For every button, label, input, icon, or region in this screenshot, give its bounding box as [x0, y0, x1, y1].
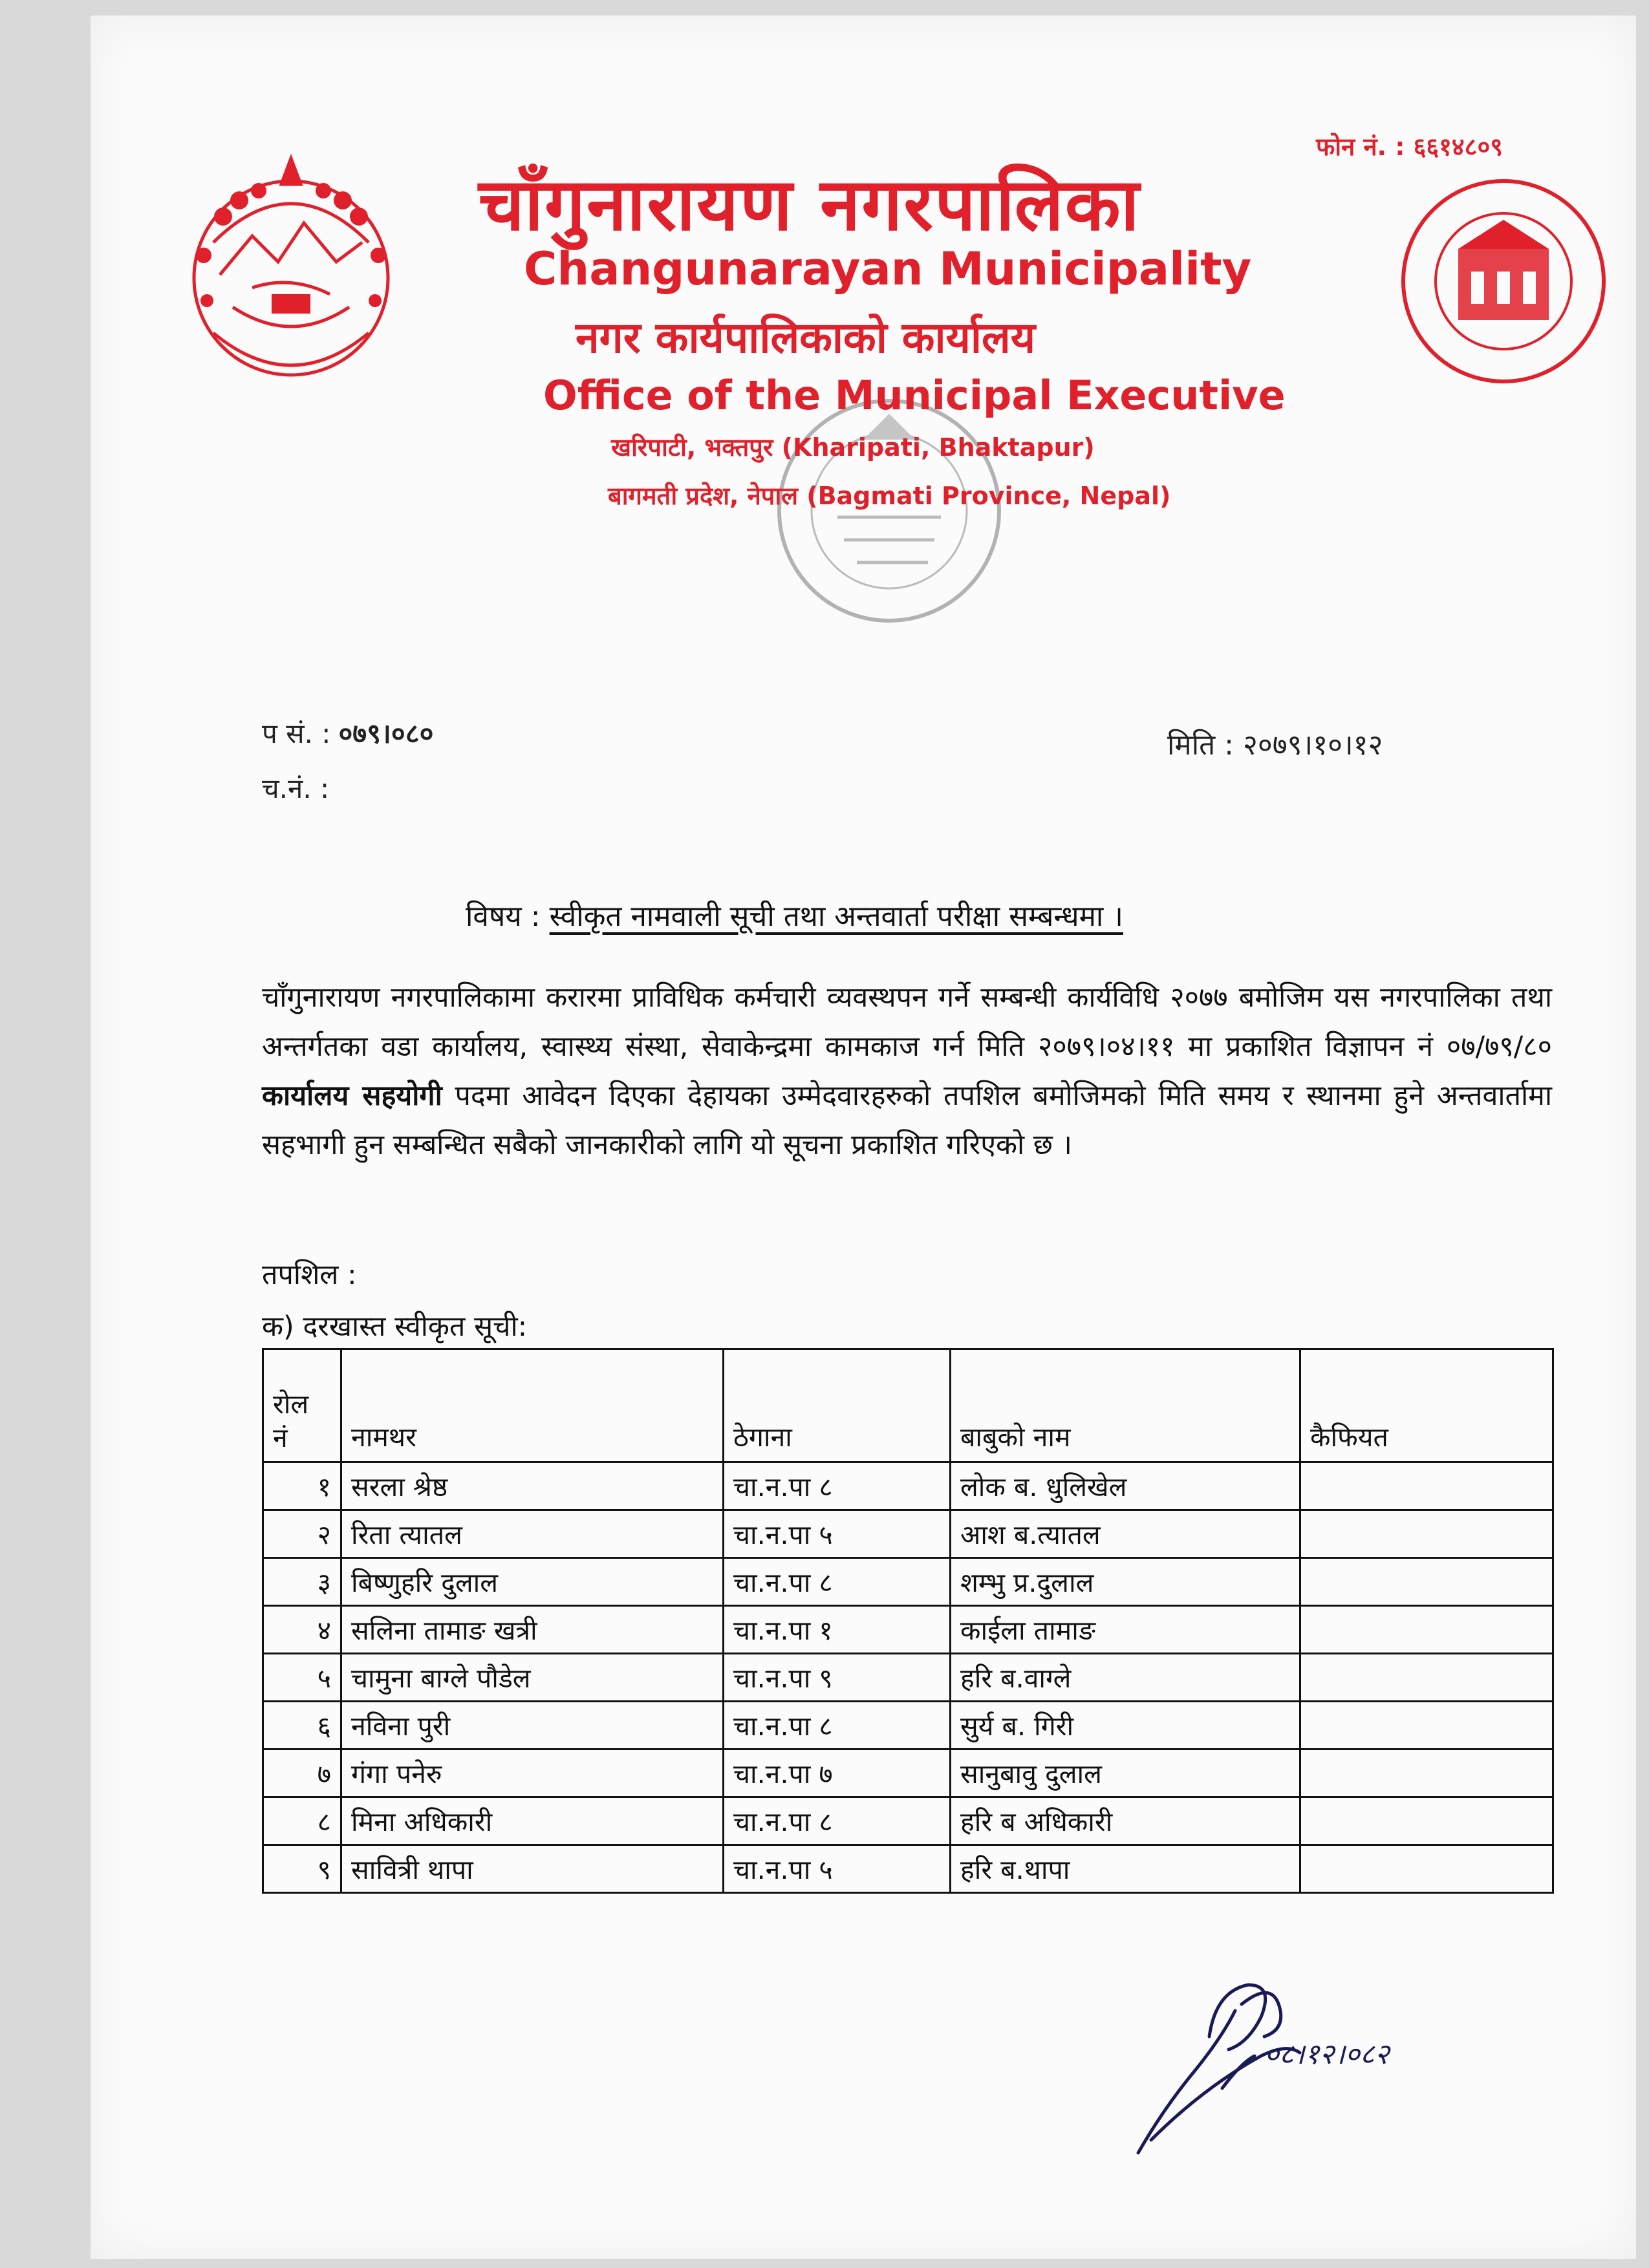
approved-list-heading: क) दरखास्त स्वीकृत सूची: [262, 1311, 528, 1343]
table-row [263, 1510, 1553, 1558]
cell-father-name: हरि ब.वाग्ले [951, 1654, 1300, 1702]
address-line-1: खरिपाटी, भक्तपुर (Kharipati, Bhaktapur) [611, 433, 1095, 462]
header-roll-line-2: नं [273, 1422, 288, 1453]
letter-body [262, 973, 1552, 1170]
cell-address: चा.न.पा ८ [724, 1702, 951, 1749]
cell-address: चा.न.पा ८ [724, 1558, 951, 1606]
nepal-emblem-logo [175, 139, 407, 398]
table-header-row [263, 1349, 1553, 1462]
cell-roll: ५ [263, 1654, 341, 1702]
cell-name: चामुना बाग्ले पौडेल [341, 1654, 724, 1702]
cell-address: चा.न.पा ८ [724, 1797, 951, 1845]
address-line-2: बागमती प्रदेश, नेपाल (Bagmati Province, Nepal) [608, 482, 1171, 510]
header-father-name: बाबुको नाम [951, 1349, 1300, 1462]
cell-roll: १ [263, 1462, 341, 1510]
cell-father-name: सानुबावु दुलाल [951, 1749, 1300, 1797]
table-row [263, 1702, 1553, 1749]
cell-roll: ९ [263, 1845, 341, 1893]
cell-name: बिष्णुहरि दुलाल [341, 1558, 724, 1606]
cell-remarks [1300, 1558, 1553, 1606]
cell-father-name: शम्भु प्र.दुलाल [951, 1558, 1300, 1606]
cell-address: चा.न.पा ९ [724, 1654, 951, 1702]
cell-remarks [1300, 1702, 1553, 1749]
table-row [263, 1797, 1553, 1845]
cell-address: चा.न.पा ५ [724, 1510, 951, 1558]
post-name: कार्यालय सहयोगी [262, 1080, 442, 1112]
office-name-english: Office of the Municipal Executive [543, 372, 1286, 419]
approved-candidates-table [262, 1348, 1554, 1894]
cell-roll: ७ [263, 1749, 341, 1797]
municipality-name-nepali: चाँगुनारायण नगरपालिका [479, 163, 1141, 247]
cell-name: रिता त्यातल [341, 1510, 724, 1558]
cell-remarks [1300, 1462, 1553, 1510]
cell-address: चा.न.पा ७ [724, 1749, 951, 1797]
cell-remarks [1300, 1797, 1553, 1845]
body-part-1: चाँगुनारायण नगरपालिकामा करारमा प्राविधिक कर्मचारी व्यवस्थपन गर्ने सम्बन्धी कार्यविधि २०७७ बमोजिम यस नगरपालिका तथा अन्तर्गतका वडा कार्यालय, स्वास्थ्य संस्था, सेवाकेन्द्रमा कामकाज गर्न मिति २०७९।०४।११ मा प्रकाशित विज्ञापन नं ०७/७९/८० [262, 981, 1552, 1063]
cell-father-name: आश ब.त्यातल [951, 1510, 1300, 1558]
header-address: ठेगाना [724, 1349, 951, 1462]
cell-father-name: लोक ब. धुलिखेल [951, 1462, 1300, 1510]
cell-name: सलिना तामाङ खत्री [341, 1606, 724, 1654]
table-row [263, 1749, 1553, 1797]
cell-father-name: हरि ब.थापा [951, 1845, 1300, 1893]
table-row [263, 1845, 1553, 1893]
cell-name: मिना अधिकारी [341, 1797, 724, 1845]
cell-roll: २ [263, 1510, 341, 1558]
letter-date [1167, 724, 1383, 763]
body-part-2: पदमा आवेदन दिएका देहायका उम्मेदवारहरुको तपशिल बमोजिमको मिति समय र स्थानमा हुने अन्तवार्तामा सहभागी हुन सम्बन्धित सबैको जानकारीको लागि यो सूचना प्रकाशित गरिएको छ । [262, 1080, 1552, 1161]
municipality-seal-logo [1397, 175, 1610, 388]
date-value: २०७९।१०।१२ [1243, 729, 1383, 762]
dispatch-number [262, 769, 329, 806]
cell-address: चा.न.पा ८ [724, 1462, 951, 1510]
cell-remarks [1300, 1606, 1553, 1654]
cell-remarks [1300, 1749, 1553, 1797]
table-row [263, 1462, 1553, 1510]
cell-remarks [1300, 1845, 1553, 1893]
cell-father-name: सुर्य ब. गिरी [951, 1702, 1300, 1749]
ps-label: प सं. : [262, 718, 331, 749]
cell-name: गंगा पनेरु [341, 1749, 724, 1797]
cell-father-name: हरि ब अधिकारी [951, 1797, 1300, 1845]
header-name: नामथर [341, 1349, 724, 1462]
cell-name: नविना पुरी [341, 1702, 724, 1749]
details-label: तपशिल : [262, 1259, 357, 1291]
header-roll-line-1: रोल [273, 1389, 309, 1420]
header-roll [263, 1349, 341, 1462]
municipality-name-english: Changunarayan Municipality [524, 242, 1252, 295]
cell-roll: ८ [263, 1797, 341, 1845]
cell-roll: ४ [263, 1606, 341, 1654]
phone-number: फोन नं. : ६६१४८०९ [1316, 133, 1503, 161]
header-remarks: कैफियत [1300, 1349, 1553, 1462]
cell-address: चा.न.पा १ [724, 1606, 951, 1654]
cn-label: च.नं. : [262, 773, 330, 804]
cell-name: सरला श्रेष्ठ [341, 1462, 724, 1510]
cell-roll: ३ [263, 1558, 341, 1606]
cell-father-name: काईला तामाङ [951, 1606, 1300, 1654]
table-row [263, 1606, 1553, 1654]
letter-subject [466, 895, 1123, 934]
signature-date: ०८।१२।०८२ [1264, 2038, 1390, 2071]
letter-reference-number [262, 714, 433, 751]
cell-address: चा.न.पा ५ [724, 1845, 951, 1893]
table-row [263, 1558, 1553, 1606]
cell-name: सावित्री थापा [341, 1845, 724, 1893]
cell-remarks [1300, 1510, 1553, 1558]
office-name-nepali: नगर कार्यपालिकाको कार्यालय [576, 313, 1035, 363]
date-label: मिति : [1167, 729, 1234, 762]
cell-roll: ६ [263, 1702, 341, 1749]
subject-label: विषय : [466, 900, 541, 933]
ps-value: ०७९।०८० [338, 718, 434, 749]
table-row [263, 1654, 1553, 1702]
subject-text: स्वीकृत नामवाली सूची तथा अन्तवार्ता परीक्षा सम्बन्धमा । [549, 900, 1123, 933]
cell-remarks [1300, 1654, 1553, 1702]
